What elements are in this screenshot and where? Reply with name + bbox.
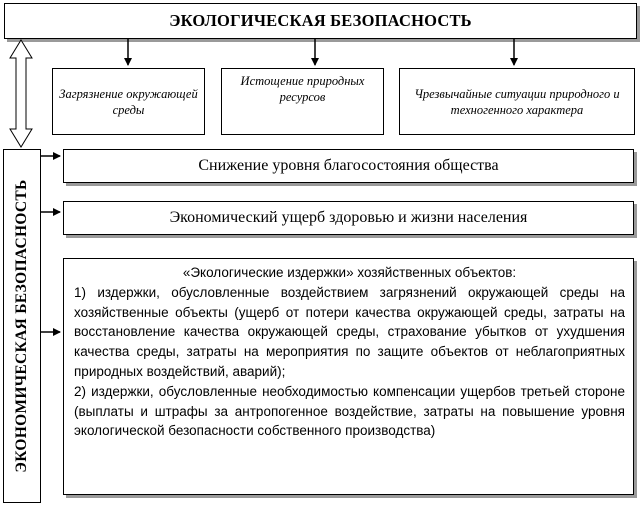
double-arrow-icon [10, 40, 32, 147]
ecological-costs-item-1: 1) издержки, обусловленные воздействием загрязнений окружающей среды на хозяйственные объекты (ущерб от потери качества окружающей среды, затраты на восстановление качества окружающей среды, страхование убытков от ухудшения качества среды, затраты на мероприятия по защите объектов от неблагоприятных природных воздействий, аварий); [74, 284, 625, 379]
ecological-security-title: ЭКОЛОГИЧЕСКАЯ БЕЗОПАСНОСТЬ [4, 3, 637, 39]
factor-emergencies: Чрезвычайные ситуации природного и техногенного характера [399, 68, 635, 135]
ecological-costs-title: «Экологические издержки» хозяйственных объектов: [182, 265, 517, 280]
economic-security-label: ЭКОНОМИЧЕСКАЯ БЕЗОПАСНОСТЬ [13, 179, 30, 473]
consequence-welfare-decrease: Снижение уровня благосостояния общества [63, 149, 634, 183]
factor-pollution: Загрязнение окружающей среды [52, 68, 205, 135]
factor-resource-depletion: Истощение природных ресурсов [221, 68, 384, 135]
ecological-costs-item-2: 2) издержки, обусловленные необходимостью компенсации ущербов третьей стороне (выплаты и штрафы за антропогенное воздействие, затраты на повышение уровня экологической безопасности собственного производства) [74, 383, 625, 439]
consequence-health-damage: Экономический ущерб здоровью и жизни населения [63, 201, 634, 235]
